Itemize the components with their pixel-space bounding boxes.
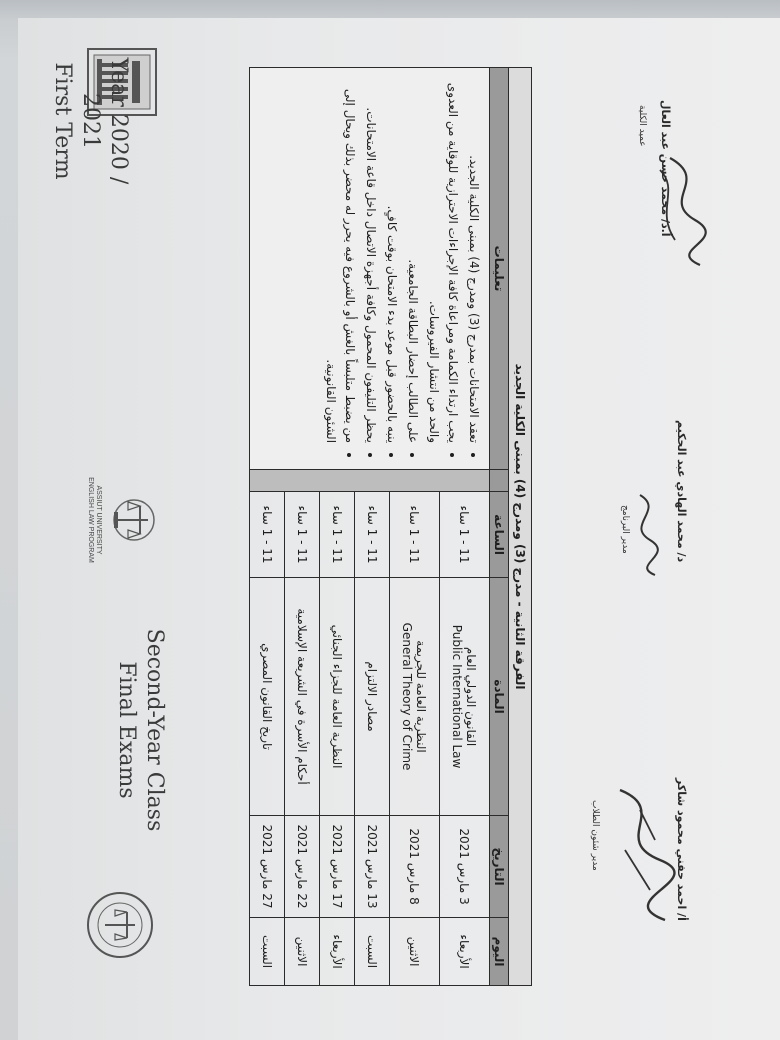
row-day: الأربعاء <box>440 918 490 986</box>
affairs-signature <box>600 780 680 930</box>
spacer-column <box>250 470 490 492</box>
exams-line: Final Exams <box>114 661 139 799</box>
exam-schedule-table <box>249 67 532 986</box>
header-subject: المادة <box>490 578 509 816</box>
row-time: 11 - 1 ساء <box>355 492 390 578</box>
subject-ar: القانون الدولي العام <box>464 646 479 747</box>
row-day: الاثنين <box>285 918 320 986</box>
instruction-item: • تعقد الامتحانات بمدرج (3) ومدرج (4) بمبنى الكلية الجديد. <box>464 78 483 443</box>
row-date: 17 مارس 2021 <box>320 816 355 918</box>
header-day: اليوم <box>490 918 509 986</box>
table-title: الفرقة الثانية - مدرج (3) ومدرج (4) بمبنى الكلية الجديد <box>509 68 532 986</box>
row-subject <box>440 578 490 816</box>
row-date: 3 مارس 2021 <box>440 816 490 918</box>
director-signature <box>620 490 670 580</box>
subject-ar: النظرية العامة للجريمة <box>414 640 429 753</box>
instruction-item: • من يضبط متلبساً بالغش أو بالشروع فيه يحرر له محضر بذلك ويحال إلى الشئون القانونية. <box>321 78 359 443</box>
row-subject: النظرية العامة للجزاء الجنائي <box>320 578 355 816</box>
row-date: 22 مارس 2021 <box>285 816 320 918</box>
instruction-item: • يجب ارتداء الكمامة ومراعاة كافة الإجراءات الاحترازية للوقاية من العدوى والحد من انتشار الفيروسات. <box>424 78 462 443</box>
affairs-title: مدير شئون الطلاب <box>590 800 600 871</box>
instructions-cell <box>250 68 490 470</box>
affairs-name: أ/ احمد حفني محمود شاكر <box>675 778 688 921</box>
row-time: 11 - 1 ساء <box>250 492 285 578</box>
header-instructions: تعليمات <box>490 68 509 470</box>
program-caption-2: ENGLISH LAW PROGRAM <box>87 477 94 563</box>
year-term-heading <box>48 36 132 206</box>
university-seal <box>85 890 155 960</box>
header-spacer <box>490 470 509 492</box>
instruction-item: • ينبه بالحضور قبل موعد بدء الامتحان بوقت كافٍ. <box>382 78 401 443</box>
row-subject: أحكام الأسرة في الشريعة الإسلامية <box>285 578 320 816</box>
program-caption-1: ASSIUT UNIVERSITY <box>95 485 102 555</box>
instruction-item: • على الطالب إحضار البطاقة الجامعية. <box>403 78 422 443</box>
row-date: 8 مارس 2021 <box>390 816 440 918</box>
subject-en: Public International Law <box>450 624 465 769</box>
subject-en: General Theory of Crime <box>400 622 415 771</box>
dean-name: أ.د/ محمد حسن عبد العال <box>659 100 672 237</box>
row-date: 13 مارس 2021 <box>355 816 390 918</box>
row-subject <box>390 578 440 816</box>
dean-title: عميد الكلية <box>637 105 647 147</box>
class-line: Second-Year Class <box>142 628 167 832</box>
row-day: الاثنين <box>390 918 440 986</box>
term-line: First Term <box>50 62 75 180</box>
row-subject: تاريخ القانون المصري <box>250 578 285 816</box>
row-date: 27 مارس 2021 <box>250 816 285 918</box>
row-subject: مصادر الالتزام <box>355 578 390 816</box>
row-time: 11 - 1 ساء <box>320 492 355 578</box>
program-logo <box>78 470 158 570</box>
year-line: Year 2020 / 2021 <box>78 57 131 185</box>
header-time: الساعة <box>490 492 509 578</box>
table-row <box>440 68 490 986</box>
row-time: 11 - 1 ساء <box>440 492 490 578</box>
instruction-item: • يحظر التليفون المحمول وكافة أجهزة الاتصال داخل قاعة الامتحانات. <box>361 78 380 443</box>
instructions-list <box>321 78 483 459</box>
director-name: د/ محمد الهادي عبد الحكيم <box>675 420 688 563</box>
header-date: التاريخ <box>490 816 509 918</box>
director-title: مدير البرنامج <box>620 505 630 554</box>
row-time: 11 - 1 ساء <box>390 492 440 578</box>
row-day: السبت <box>355 918 390 986</box>
row-day: السبت <box>250 918 285 986</box>
row-time: 11 - 1 ساء <box>285 492 320 578</box>
class-exams-heading <box>112 610 168 850</box>
row-day: الأربعاء <box>320 918 355 986</box>
